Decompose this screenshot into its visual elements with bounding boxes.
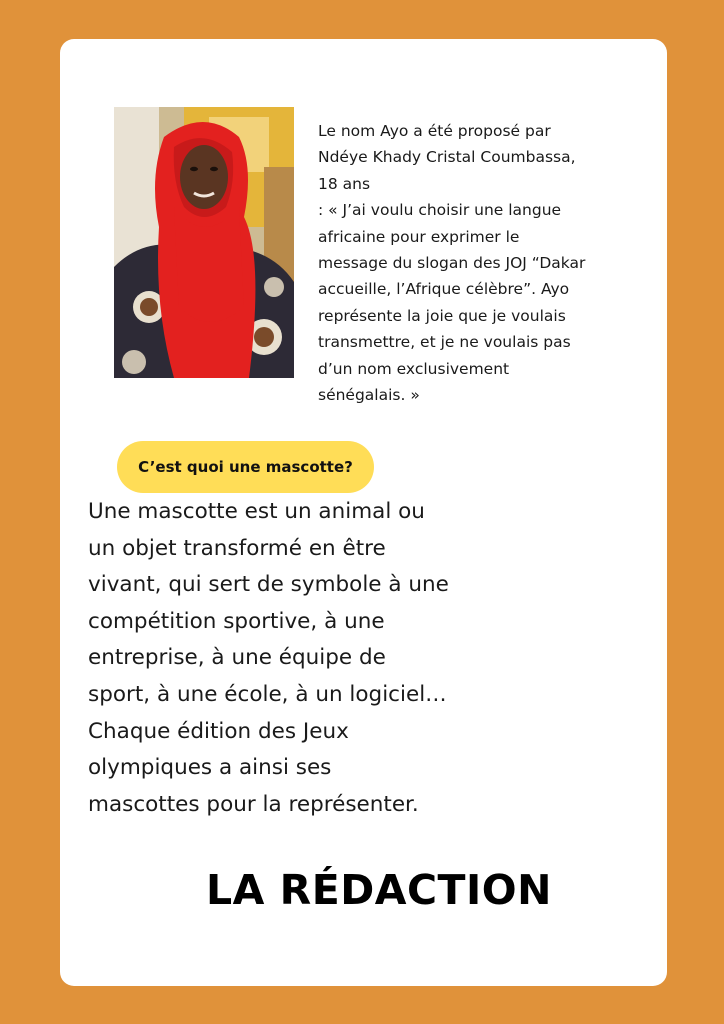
portrait-photo <box>114 107 294 378</box>
signature-heading: LA RÉDACTION <box>206 866 552 914</box>
question-pill <box>117 441 374 493</box>
definition-paragraph: Une mascotte est un animal ou un objet transformé en être vivant, qui sert de symbole à une compétition sportive, à une entreprise, à une équipe de sport, à une école, à un logiciel… Chaque édition des Jeux olympiques a ainsi ses mascottes pour la représenter. <box>88 499 449 817</box>
question-label: C’est quoi une mascotte? <box>138 458 353 476</box>
quote-text: Le nom Ayo a été proposé par Ndéye Khady Cristal Coumbassa, 18 ans : « J’ai voulu choisir une langue africaine pour exprimer le message du slogan des JOJ “Dakar accueille, l’Afrique célèbre”. Ayo représente la joie que je voulais transmettre, et je ne voulais pas d’un nom exclusivement sénégalais. » <box>318 122 586 405</box>
portrait-illustration <box>114 107 294 378</box>
